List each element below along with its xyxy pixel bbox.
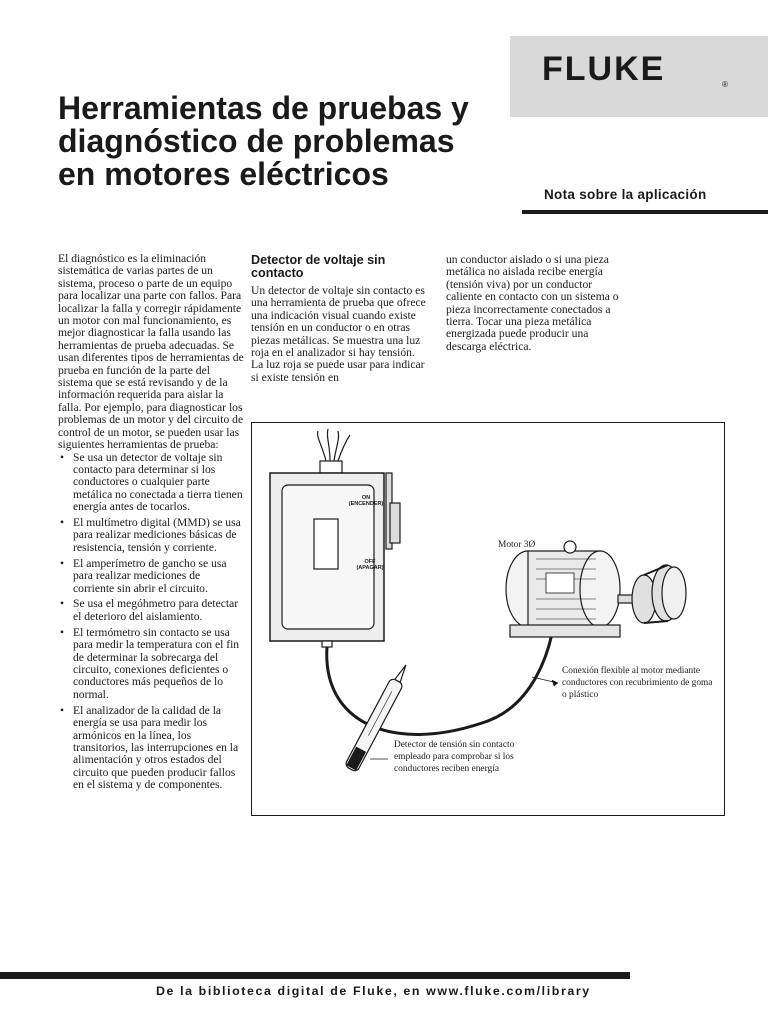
bottom-rule xyxy=(0,972,630,979)
intro-paragraph: El diagnóstico es la eliminación sistemática de varias partes de un sistema, proceso o parte de un equipo para localizar una parte con fallos. Para localizar la falla y corregir rápidamente un motor con mal funcionamiento, es mejor diagnosticar la falla usando las herramientas de prueba adecuadas. Se usan diferentes tipos de herramientas de prueba en función de la parte del sistema que se está revisando y de la información requerida para aislar la falla. Por ejemplo, para diagnosticar los problemas de un motor y del circuito de control de un motor, se pueden usar las siguientes herramientas de prueba: xyxy=(58,252,244,452)
column-1 xyxy=(58,253,244,795)
page-subtitle: Nota sobre la aplicación xyxy=(544,187,707,202)
fluke-logo: FLUKE xyxy=(542,50,666,88)
tool-list-item: • El multímetro digital (MMD) se usa para realizar mediciones básicas de resistencia, tensión y corriente. xyxy=(58,517,244,554)
continued-paragraph: un conductor aislado o si una pieza metálica no aislada recibe energía (tensión viva) por un conductor caliente en contacto con un sistema o pieza incorrectamente conectados a tierra. Tocar una pieza metálica energizada puede producir una descarga eléctrica. xyxy=(446,253,619,353)
section-heading: Detector de voltaje sin contacto xyxy=(251,253,386,280)
motor-label: Motor 3Ø xyxy=(498,540,536,550)
tool-list-item: • El analizador de la calidad de la energía se usa para medir los armónicos en la línea, los transitorios, las interrupciones en la alimentación y otros estados del circuito que pueden producir fallos en el sistema y de componentes. xyxy=(58,705,244,792)
top-rule xyxy=(522,210,768,214)
column-2 xyxy=(251,254,429,384)
switch-on-label: ON (ENCENDER) xyxy=(348,495,384,507)
page-title: Herramientas de pruebas y diagnóstico de problemas en motores eléctricos xyxy=(58,90,469,192)
column-3 xyxy=(446,254,626,353)
switch-off-label: OFF (APAGAR) xyxy=(356,559,384,571)
tool-list xyxy=(58,452,244,792)
tool-list-item: • Se usa el megóhmetro para detectar el deterioro del aislamiento. xyxy=(58,598,244,623)
registered-mark: ® xyxy=(722,80,728,89)
section-paragraph: Un detector de voltaje sin contacto es una herramienta de prueba que ofrece una indicación visual cuando existe tensión en un conductor o en otras piezas metálicas. Se muestra una luz roja en el analizador si hay tensión. La luz roja se puede usar para indicar si existe tensión en xyxy=(251,284,426,384)
motor-base xyxy=(510,625,620,637)
tool-list-item: • Se usa un detector de voltaje sin contacto para determinar si los conductores o cualquier parte metálica no conectada a tierra tienen energía antes de tocarlos. xyxy=(58,452,244,514)
detector-label: Detector de tensión sin contacto empleado para comprobar si los conductores reciben energía xyxy=(394,740,515,774)
tool-list-item: • El termómetro sin contacto se usa para medir la temperatura con el fin de determinar la sobrecarga del circuito, conexiones deficientes o conductores más pequeños de lo normal. xyxy=(58,627,244,701)
flexible-connection-label: Conexión flexible al motor mediante conductores con recubrimiento de goma o plástico xyxy=(562,666,713,700)
figure-motor-diagram xyxy=(251,422,725,816)
tool-list-item: • El amperímetro de gancho se usa para realizar mediciones de corriente sin abrir el circuito. xyxy=(58,558,244,595)
wire xyxy=(318,431,326,461)
logo-box xyxy=(510,36,768,117)
footer-library-link[interactable]: De la biblioteca digital de Fluke, en www.fluke.com/library xyxy=(156,984,591,998)
